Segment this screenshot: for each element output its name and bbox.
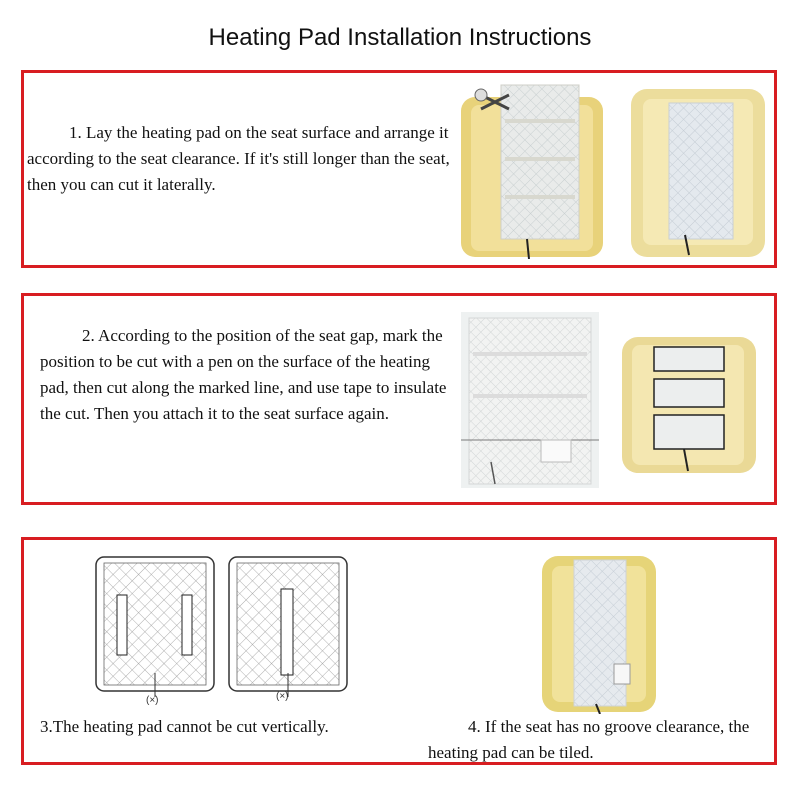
no-cut-mark-left: (×) bbox=[146, 695, 159, 706]
step-4-text: 4. If the seat has no groove clearance, the heating pad can be tiled. bbox=[428, 717, 750, 762]
step-2-text: 2. According to the position of the seat gap, mark the position to be cut with a pen on the surface of the heating pad, then cut along the marked line, and use tape to insulate the cut. Then you attach it to the seat surface again. bbox=[40, 326, 447, 423]
vertical-cut-diagram-left bbox=[94, 555, 216, 701]
step-3-4-panel bbox=[21, 537, 777, 765]
step-2-panel bbox=[21, 293, 777, 505]
seat-cut-pad-photo bbox=[620, 335, 758, 475]
seat-pad-photo bbox=[627, 85, 769, 261]
vertical-cut-diagram-right bbox=[227, 555, 349, 701]
no-cut-mark-right: (×) bbox=[276, 691, 289, 702]
step-1-panel bbox=[21, 70, 777, 268]
step-1-text: 1. Lay the heating pad on the seat surface and arrange it according to the seat clearance. If it's still longer than the seat, then you can cut it laterally. bbox=[27, 123, 450, 194]
tiled-pad-photo bbox=[540, 554, 658, 714]
seat-cutting-photo bbox=[457, 83, 607, 259]
marked-pad-photo bbox=[461, 312, 599, 488]
step-3-text: 3.The heating pad cannot be cut vertically. bbox=[40, 717, 329, 736]
page-title: Heating Pad Installation Instructions bbox=[208, 24, 592, 51]
